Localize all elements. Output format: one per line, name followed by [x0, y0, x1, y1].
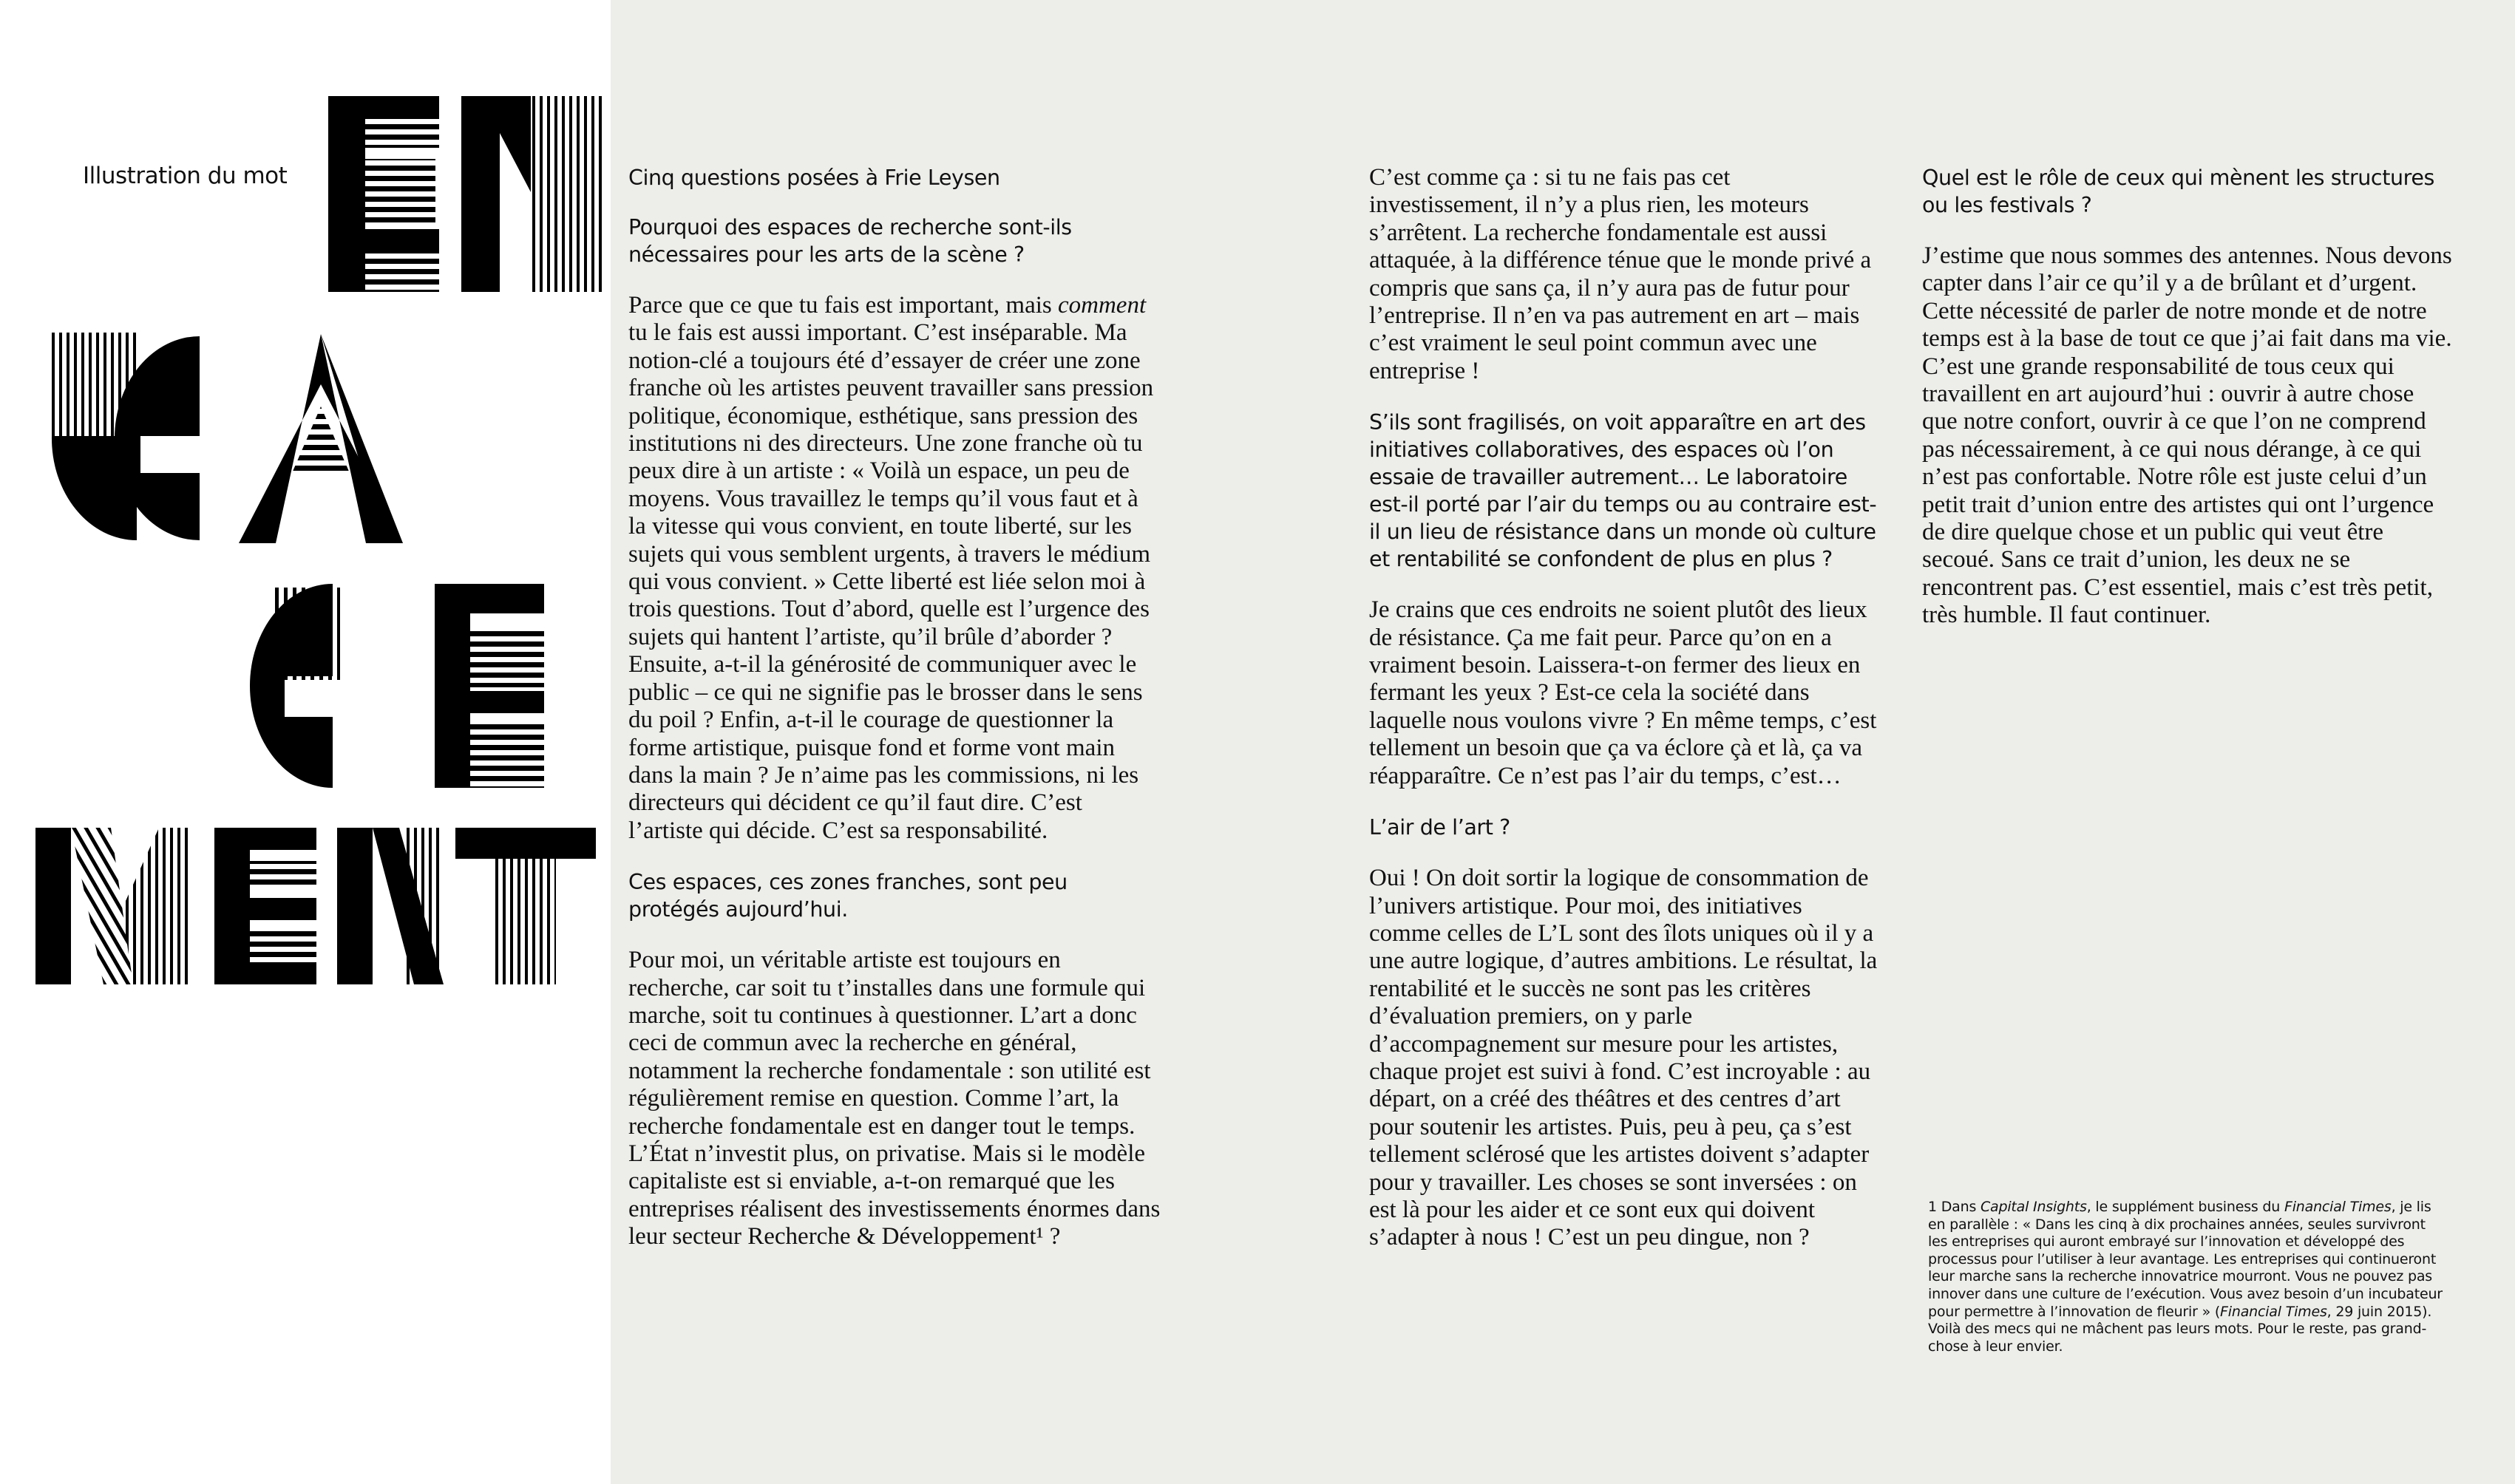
- column-1: [628, 164, 1161, 1275]
- answer-5: J’estime que nous sommes des antennes. Nous devons capter dans l’air ce qu’il y a de brûlant et d’urgent. Cette nécessité de parler de notre monde et de notre temps est à la base de tout ce que j’ai fait dans ma vie. C’est une grande responsabilité de tous ceux qui travaillent en art aujourd’hui : ouvrir à autre chose que notre confort, ouvrir à ce que l’on ne comprend pas nécessairement, à ce qui nous dérange, à ce qui n’est pas confortable. Notre rôle est juste celui d’un petit trait d’union entre des artistes qui ont l’urgence de dire quelque chose et un public qui veut être secoué. Sans ce trait d’union, les deux ne se rencontrent pas. C’est essentiel, mais c’est très petit, très humble. Il faut continuer.: [1922, 242, 2452, 629]
- question-1: Pourquoi des espaces de recherche sont-ils nécessaires pour les arts de la scène ?: [628, 215, 1072, 267]
- letter-n-1: [461, 96, 606, 292]
- question-4: L’air de l’art ?: [1369, 815, 1510, 840]
- letter-t-4: [455, 828, 596, 984]
- question-3: S’ils sont fragilisés, on voit apparaître en art des initiatives collaboratives, des espaces où l’on essaie de travailler autrement… Le laboratoire est-il porté par l’air du temps ou au contraire est-il un lieu de résistance dans un monde où culture et rentabilité se confondent de plus en plus ?: [1369, 410, 1877, 572]
- interview-title: Cinq questions posées à Frie Leysen: [628, 166, 1000, 190]
- letter-e-3: [435, 584, 544, 788]
- illustration-label: Illustration du mot: [83, 163, 288, 189]
- letter-g-2: [52, 333, 200, 540]
- footnote: 1 Dans Capital Insights, le supplément business du Financial Times, je lis en parallèle : « Dans les cinq à dix prochaines années, seules survivront les entreprises qui auront embrayé sur l’innovation et développé des processus pour l’utiliser à leur avantage. Les entreprises qui continueront leur marche sans la recherche innovatrice mourront. Vous ne pouvez pas innover dans une culture de l’exécution. Vous avez besoin d’un incubateur pour permettre à l’innovation de fleurir » (Financial Times, 29 juin 2015). Voilà des mecs qui ne mâchent pas leurs mots. Pour le reste, pas grand-chose à leur envier.: [1928, 1199, 2443, 1355]
- answer-2-continued: C’est comme ça : si tu ne fais pas cet investissement, il n’y a plus rien, les moteurs s’arrêtent. La recherche fondamentale est aussi attaquée, à la différence ténue que le monde privé a compris que sans ça, il n’y aura pas de futur pour l’entreprise. Il n’en va pas autrement en art – mais c’est vraiment le seul point commun avec une entreprise !: [1369, 164, 1872, 384]
- letter-m-4: [35, 828, 189, 984]
- question-2: Ces espaces, ces zones franches, sont peu protégés aujourd’hui.: [628, 870, 1068, 922]
- answer-2: Pour moi, un véritable artiste est toujours en recherche, car soit tu t’installes dans une formule qui marche, soit tu continues à questionner. L’art a donc ceci de commun avec la recherche en général, notamment la recherche fondamentale : son utilité est régulièrement remise en question. Comme l’art, la recherche fondamentale est en danger tout le temps. L’État n’investit plus, on privatise. Mais si le modèle capitaliste est si enviable, a-t-on remarqué que les entreprises réalisent des investissements énormes dans leur secteur Recherche & Développement¹ ?: [628, 947, 1161, 1250]
- column-3: [1922, 164, 2454, 653]
- question-5: Quel est le rôle de ceux qui mènent les structures ou les festivals ?: [1922, 166, 2434, 217]
- column-2: [1369, 164, 1879, 1276]
- engagement-word-illustration: [0, 0, 611, 1035]
- letter-g-3: [250, 584, 340, 788]
- answer-1: Parce que ce que tu fais est important, mais comment tu le fais est aussi important. C’est inséparable. Ma notion-clé a toujours été d’essayer de créer une zone franche où les artistes peuvent travailler sans pression politique, économique, esthétique, sans pression des institutions ni des directeurs. Une zone franche où tu peux dire à un artiste : « Voilà un espace, un peu de moyens. Vous travaillez le temps qu’il vous faut et à la vitesse qui vous convient, en toute liberté, sur les sujets qui vous semblent urgents, à travers le médium qui vous convient. » Cette liberté est liée selon moi à trois questions. Tout d’abord, quelle est l’urgence des sujets qui hantent l’artiste, qu’il brûle d’aborder ? Ensuite, a-t-il la générosité de communiquer avec le public – ce qui ne signifie pas le brosser dans le sens du poil ? Enfin, a-t-il le courage de questionner la forme artistique, puisque fond et forme vont main dans la main ? Je n’aime pas les commissions, ni les directeurs qui décident ce qu’il faut dire. C’est l’artiste qui décide. C’est sa responsabilité.: [628, 292, 1154, 844]
- answer-4: Oui ! On doit sortir la logique de consommation de l’univers artistique. Pour moi, des initiatives comme celles de L’L sont des îlots uniques où il y a une autre logique, d’autres ambitions. Le résultat, la rentabilité et le succès ne sont pas les critères d’évaluation premiers, on y parle d’accompagnement sur mesure pour les artistes, chaque projet est suivi à fond. C’est incroyable : au départ, on a créé des théâtres et des centres d’art pour soutenir les artistes. Puis, peu à peu, ça s’est tellement sclérosé que les artistes doivent s’adapter pour y travailler. Les choses se sont inversées : on est là pour les aider et ce sont eux qui doivent s’adapter à nous ! C’est un peu dingue, non ?: [1369, 865, 1878, 1251]
- letter-e-1: [328, 96, 439, 292]
- letter-e-4: [214, 828, 316, 984]
- letter-n-4: [337, 828, 444, 984]
- letter-a-2: [239, 334, 403, 543]
- answer-3: Je crains que ces endroits ne soient plutôt des lieux de résistance. Ça me fait peur. Parce qu’on en a vraiment besoin. Laissera-t-on fermer des lieux en fermant les yeux ? Est-ce cela la société dans laquelle nous voulons vivre ? En même temps, c’est tellement un besoin que ça va éclore çà et là, ça va réapparaître. Ce n’est pas l’air du temps, c’est…: [1369, 596, 1877, 789]
